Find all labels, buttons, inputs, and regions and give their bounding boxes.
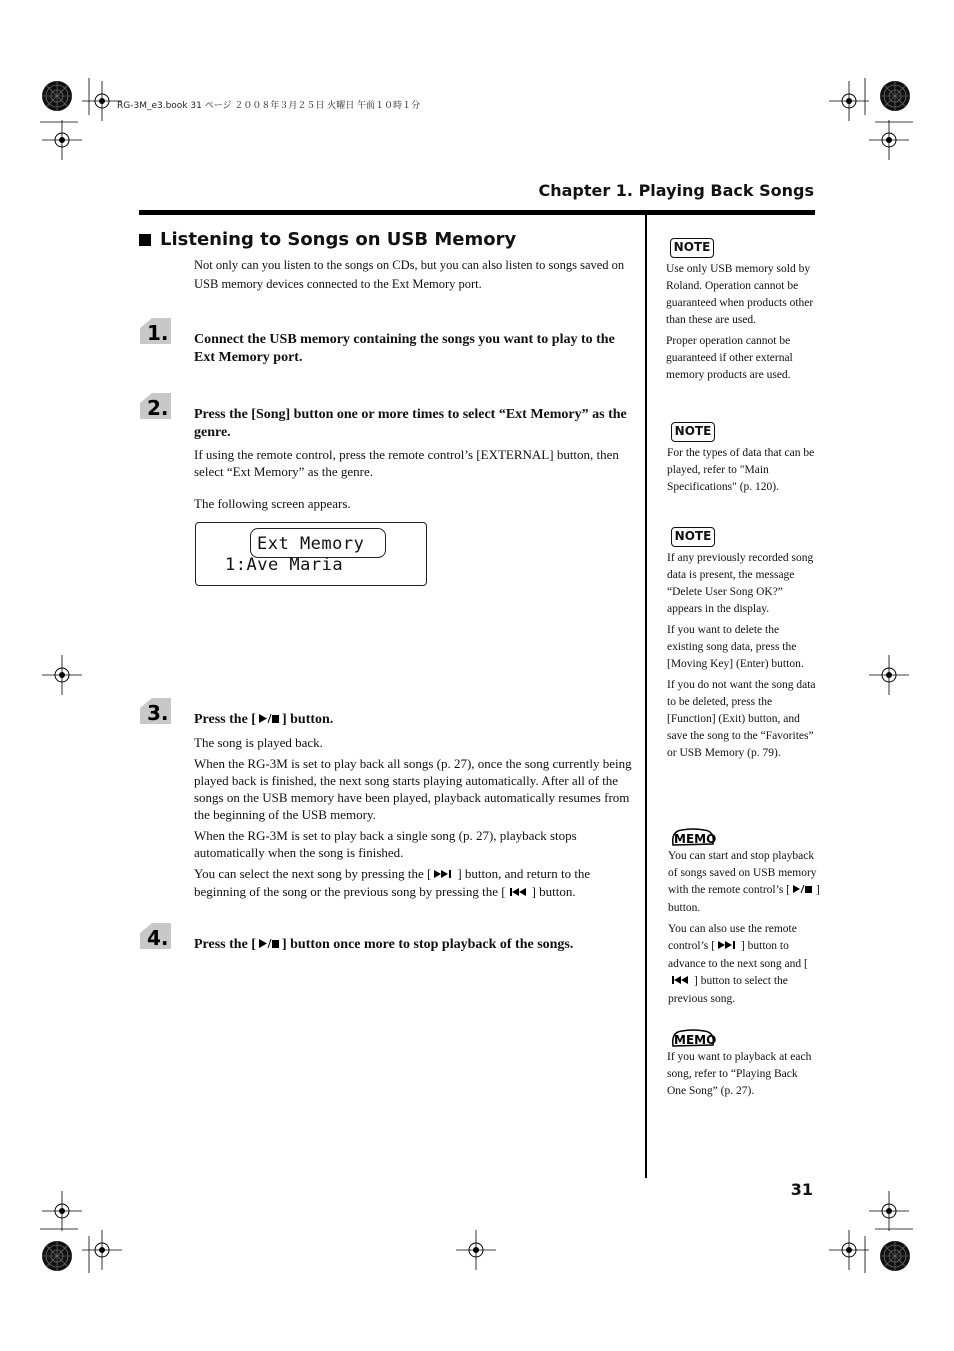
step3-instruction: [194, 711, 634, 730]
memo-1-e: ] button to select the previous song.: [668, 975, 788, 1005]
memo-1-b: ] button.: [668, 884, 820, 914]
memo-1-d: ] button to advance to the next song and [: [668, 940, 808, 970]
section-intro: Not only can you listen to the songs on CDs, but you can also listen to songs saved on USB memory devices connected to the Ext Memory port.: [194, 258, 625, 291]
note-badge-1: NOTE: [670, 238, 714, 258]
memo-1-para-1: [668, 848, 823, 917]
step3-para-4-a: You can select the next song by pressing the [: [194, 866, 432, 881]
step4-instruction-b: ] button once more to stop playback of the songs.: [281, 937, 574, 952]
note-3: [667, 550, 817, 766]
step3-instruction-b: ] button.: [281, 712, 334, 727]
step-number-2: [140, 393, 171, 419]
previous-track-icon: [508, 884, 530, 901]
step3-para-4: [194, 865, 634, 901]
note-badge-3: NOTE: [671, 527, 715, 547]
step-number-3-label: 3.: [147, 701, 169, 724]
note-3-para-3: If you do not want the song data to be deleted, press the [Function] (Exit) button, and save the song to the “Favorites” or USB Memory (p. 79).: [667, 679, 816, 759]
header-rule: [139, 210, 815, 215]
screen-caption: The following screen appears.: [194, 496, 351, 511]
column-divider: [645, 215, 647, 1178]
step4-instruction: [194, 936, 634, 955]
lcd-line-1: Ext Memory: [257, 534, 365, 554]
note-3-para-1: If any previously recorded song data is present, the message “Delete User Song OK?” appears in the display.: [667, 552, 814, 615]
next-track-icon: [717, 939, 739, 956]
note-3-para-2: If you want to delete the existing song data, press the [Moving Key] (Enter) button.: [667, 624, 804, 670]
step-number-4-label: 4.: [147, 926, 169, 949]
book-header: RG-3M_e3.book 31 ページ ２００８年３月２５日 火曜日 午前１０時１分: [117, 101, 421, 111]
note-1: [666, 261, 821, 388]
step-number-1-label: 1.: [147, 321, 169, 344]
memo-badge-2: [670, 1028, 714, 1048]
note-badge-2: NOTE: [671, 422, 715, 442]
step-number-2-label: 2.: [147, 396, 169, 419]
memo-1: [668, 848, 823, 1012]
play-stop-icon: [792, 883, 814, 900]
memo-badge-1: [670, 827, 714, 847]
page-number: 31: [790, 1180, 813, 1199]
memo-1-c: You can also use the remote control’s [: [668, 923, 797, 952]
section-title-text: Listening to Songs on USB Memory: [160, 229, 517, 250]
memo-1-para-2: [668, 921, 823, 1008]
chapter-title: Chapter 1. Playing Back Songs: [538, 181, 814, 200]
step-number-3: [140, 698, 171, 724]
note-1-para-2: Proper operation cannot be guaranteed if other external memory products are used.: [666, 335, 793, 381]
step2-body: If using the remote control, press the remote control’s [EXTERNAL] button, then select “Ext Memory” as the genre.: [194, 447, 619, 479]
section-title: [139, 229, 516, 250]
previous-track-icon: [670, 974, 692, 991]
memo-badge-2-label: MEMO: [674, 1033, 716, 1047]
note-2: For the types of data that can be played, refer to "Main Specifications" (p. 120).: [667, 447, 815, 493]
step3-instruction-a: Press the [: [194, 712, 256, 727]
memo-badge-1-label: MEMO: [674, 832, 716, 846]
step4-instruction-a: Press the [: [194, 937, 256, 952]
step3-para-4-c: ] button.: [531, 884, 576, 899]
step3-para-4-b: ] button, and return to the beginning of the song or the previous song by pressing the [: [194, 866, 591, 899]
lcd-screen: [195, 522, 427, 586]
step3-para-2: When the RG-3M is set to play back all songs (p. 27), once the song currently being played back is finished, the next song starts playing automatically. After all of the songs on the USB memory have been played, playback automatically resumes from the beginning of the USB memory.: [194, 756, 632, 822]
step-number-4: [140, 923, 171, 949]
play-stop-icon: [258, 712, 280, 730]
next-track-icon: [433, 866, 455, 883]
lcd-line-2: 1:Ave Maria: [225, 555, 344, 575]
step1-instruction: Connect the USB memory containing the songs you want to play to the Ext Memory port.: [194, 332, 615, 365]
step3-para-3: When the RG-3M is set to play back a single song (p. 27), playback stops automatically when the song is finished.: [194, 828, 577, 860]
step3-block: [194, 711, 634, 905]
note-1-para-1: Use only USB memory sold by Roland. Operation cannot be guaranteed when products other than these are used.: [666, 263, 814, 326]
step3-para-1: The song is played back.: [194, 735, 323, 750]
section-bullet: [139, 234, 151, 246]
step-number-1: [140, 318, 171, 344]
memo-1-a: You can start and stop playback of songs saved on USB memory with the remote control’s [: [668, 850, 817, 896]
step2-instruction: Press the [Song] button one or more times to select “Ext Memory” as the genre.: [194, 407, 627, 440]
memo-2: If you want to playback at each song, refer to “Playing Back One Song” (p. 27).: [667, 1051, 812, 1097]
play-stop-icon: [258, 937, 280, 955]
